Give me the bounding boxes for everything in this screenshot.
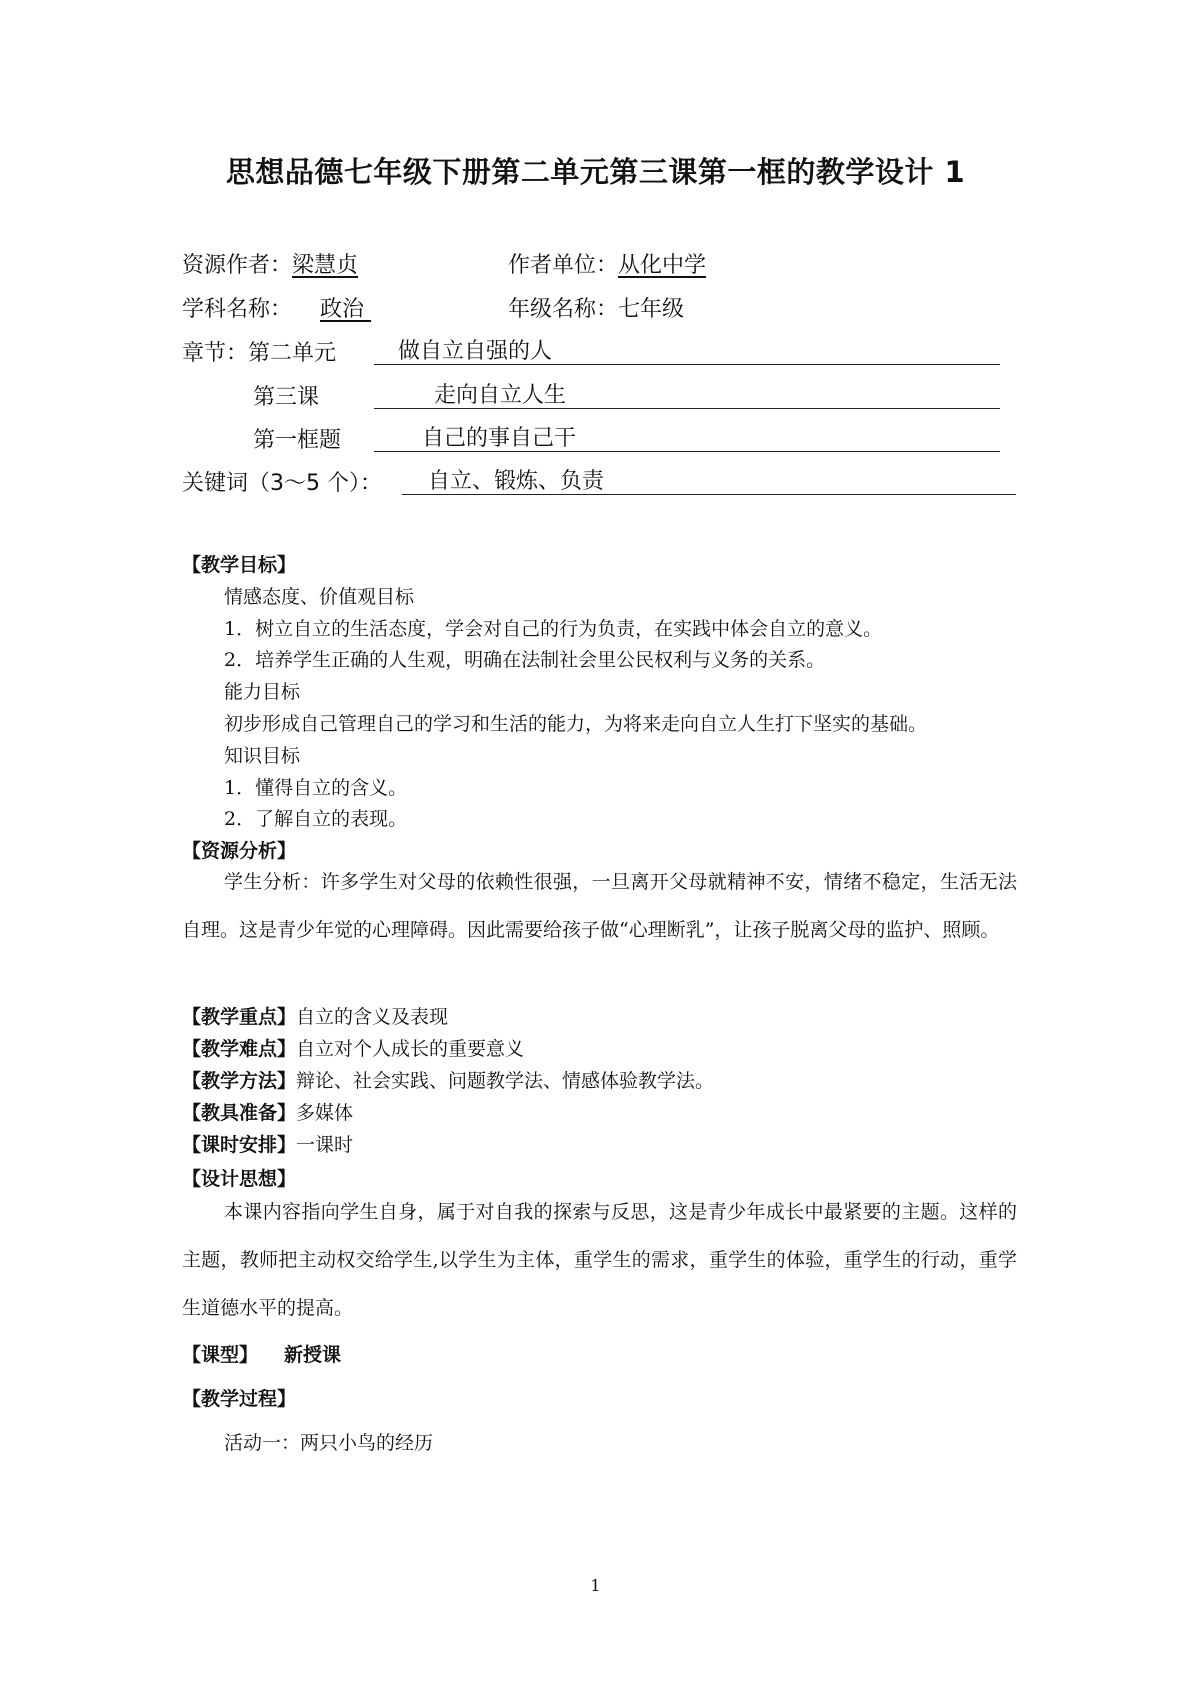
- unit-label: 作者单位：: [508, 253, 619, 278]
- author-row: [182, 248, 358, 279]
- design-heading: 【设计思想】: [182, 1168, 297, 1190]
- method-heading: 【教学方法】: [182, 1070, 297, 1092]
- method-text: 辩论、社会实践、问题教学法、情感体验教学法。: [296, 1070, 715, 1092]
- chapter-lesson-title: 走向自立人生: [434, 383, 567, 408]
- goals-ability-1: 初步形成自己管理自己的学习和生活的能力，为将来走向自立人生打下坚实的基础。: [224, 713, 928, 735]
- goals-emotion-2: 2．培养学生正确的人生观，明确在法制社会里公民权利与义务的关系。: [224, 649, 826, 671]
- page-title: 思想品德七年级下册第二单元第三课第一框的教学设计 1: [225, 155, 966, 189]
- chapter-unit: 第二单元: [248, 341, 337, 366]
- process-heading: 【教学过程】: [182, 1388, 297, 1410]
- goals-ability-title: 能力目标: [224, 681, 301, 703]
- lesson-type-text: 新授课: [284, 1344, 342, 1366]
- key-point-text: 自立的含义及表现: [296, 1006, 449, 1028]
- schedule-text: 一课时: [296, 1134, 354, 1156]
- analysis-paragraph: 学生分析：许多学生对父母的依赖性很强，一旦离开父母就精神不安，情绪不稳定，生活无法自理。这是青少年觉的心理障碍。因此需要给孩子做“心理断乳”，让孩子脱离父母的监护、照顾。: [182, 871, 1017, 941]
- chapter-lesson-label: 第三课: [253, 385, 320, 410]
- process-activity-1: 活动一：两只小鸟的经历: [224, 1432, 434, 1454]
- subject-row: [182, 292, 371, 323]
- chapter-unit-title: 做自立自强的人: [398, 339, 553, 364]
- goals-knowledge-2: 2．了解自立的表现。: [224, 808, 408, 830]
- subject-label: 学科名称：: [182, 297, 293, 322]
- design-paragraph: 本课内容指向学生自身，属于对自我的探索与反思，这是青少年成长中最紧要的主题。这样的主题，教师把主动权交给学生,以学生为主体，重学生的需求，重学生的体验，重学生的行动，重学生道德水平的提高。: [182, 1201, 1017, 1319]
- author-label: 资源作者：: [182, 253, 293, 278]
- goals-knowledge-1: 1．懂得自立的含义。: [224, 777, 408, 799]
- keywords-value: 自立、锻炼、负责: [428, 469, 605, 494]
- grade-row: [508, 292, 684, 323]
- key-point-heading: 【教学重点】: [182, 1006, 297, 1028]
- chapter-unit-title-line: [374, 334, 1000, 365]
- chapter-label-row: [182, 336, 336, 367]
- author-value: 梁慧贞: [292, 253, 359, 278]
- grade-label: 年级名称：: [508, 297, 619, 322]
- chapter-frame-title: 自己的事自己干: [422, 426, 577, 451]
- subject-value: 政治: [320, 297, 365, 322]
- method-row: [182, 1066, 714, 1093]
- schedule-heading: 【课时安排】: [182, 1134, 297, 1156]
- lesson-type-row: [182, 1340, 341, 1367]
- goals-knowledge-title: 知识目标: [224, 745, 301, 767]
- key-point-row: [182, 1002, 448, 1029]
- tools-text: 多媒体: [296, 1102, 354, 1124]
- schedule-row: [182, 1130, 353, 1157]
- chapter-frame-label: 第一框题: [253, 428, 342, 453]
- keywords-line: [402, 464, 1016, 495]
- grade-value: 七年级: [618, 297, 685, 322]
- lesson-type-heading: 【课型】: [182, 1344, 259, 1366]
- tools-row: [182, 1098, 353, 1125]
- chapter-lesson-title-line: [374, 378, 1000, 409]
- keywords-label: 关键词（3～5 个）：: [182, 471, 382, 496]
- unit-value: 从化中学: [618, 253, 707, 278]
- page-number: 1: [590, 1576, 601, 1595]
- goals-emotion-title: 情感态度、价值观目标: [224, 586, 415, 608]
- chapter-frame-title-line: [374, 421, 1000, 452]
- goals-heading: 【教学目标】: [182, 554, 297, 576]
- difficulty-row: [182, 1034, 524, 1061]
- goals-emotion-1: 1．树立自立的生活态度，学会对自己的行为负责，在实践中体会自立的意义。: [224, 618, 883, 640]
- difficulty-text: 自立对个人成长的重要意义: [296, 1038, 525, 1060]
- unit-row: [508, 248, 706, 279]
- tools-heading: 【教具准备】: [182, 1102, 297, 1124]
- analysis-heading: 【资源分析】: [182, 840, 297, 862]
- chapter-label: 章节：: [182, 341, 249, 366]
- difficulty-heading: 【教学难点】: [182, 1038, 297, 1060]
